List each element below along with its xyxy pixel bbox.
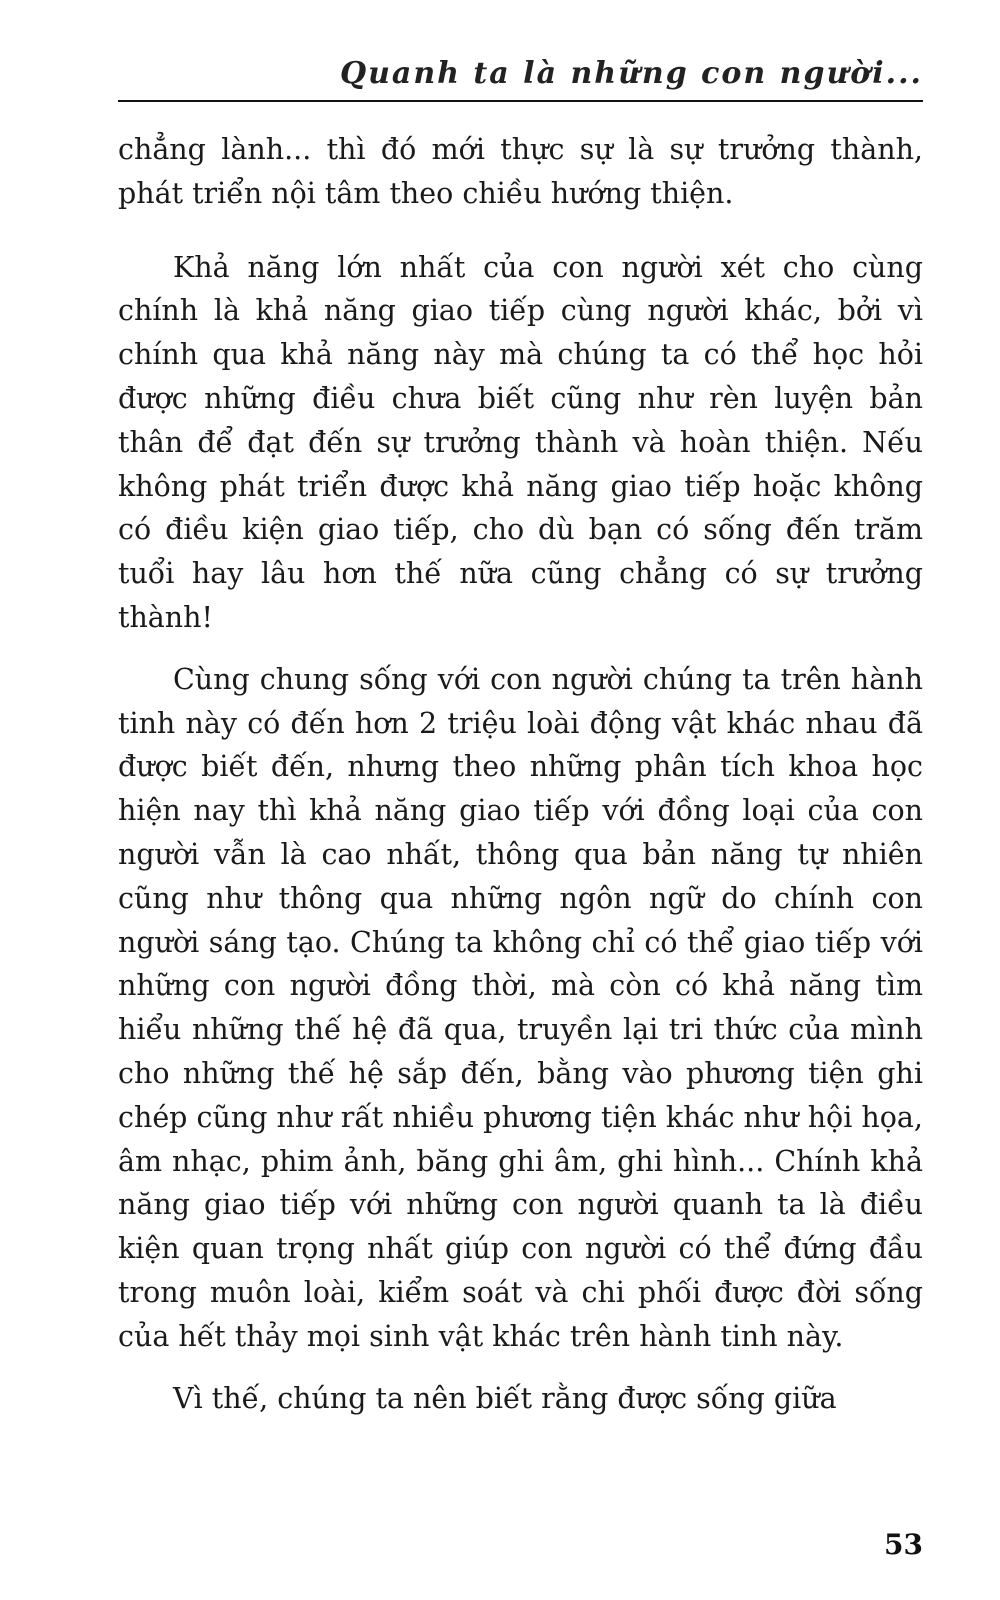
running-header [118,50,923,102]
paragraph-therefore: Vì thế, chúng ta nên biết rằng được sống giữa [173,1381,837,1415]
paragraph-continuation: chẳng lành... thì đó mới thực sự là sự trưởng thành, phát triển nội tâm theo chiều hướng thiện. [118,133,923,210]
paragraph-species-communication: Cùng chung sống với con người chúng ta trên hành tinh này có đến hơn 2 triệu loài động vật khác nhau đã được biết đến, nhưng theo những phân tích khoa học hiện nay thì khả năng giao tiếp với đồng loại của con người vẫn là cao nhất, thông qua bản năng tự nhiên cũng như thông qua những ngôn ngữ do chính con người sáng tạo. Chúng ta không chỉ có thể giao tiếp với những con người đồng thời, mà còn có khả năng tìm hiểu những thế hệ đã qua, truyền lại tri thức của mình cho những thế hệ sắp đến, bằng vào phương tiện ghi chép cũng như rất nhiều phương tiện khác như hội họa, âm nhạc, phim ảnh, băng ghi âm, ghi hình... Chính khả năng giao tiếp với những con người quanh ta là điều kiện quan trọng nhất giúp con người có thể đứng đầu trong muôn loài, kiểm soát và chi phối được đời sống của hết thảy mọi sinh vật khác trên hành tinh này. [118,662,923,1353]
paragraph-communication-ability: Khả năng lớn nhất của con người xét cho cùng chính là khả năng giao tiếp cùng người khác, bởi vì chính qua khả năng này mà chúng ta có thể học hỏi được những điều chưa biết cũng như rèn luyện bản thân để đạt đến sự trưởng thành và hoàn thiện. Nếu không phát triển được khả năng giao tiếp hoặc không có điều kiện giao tiếp, cho dù bạn có sống đến trăm tuổi hay lâu hơn thế nữa cũng chẳng có sự trưởng thành! [118,250,923,634]
page-number: 53 [884,1528,923,1561]
running-header-title: Quanh ta là những con người... [339,56,923,91]
body-text [118,128,923,1420]
